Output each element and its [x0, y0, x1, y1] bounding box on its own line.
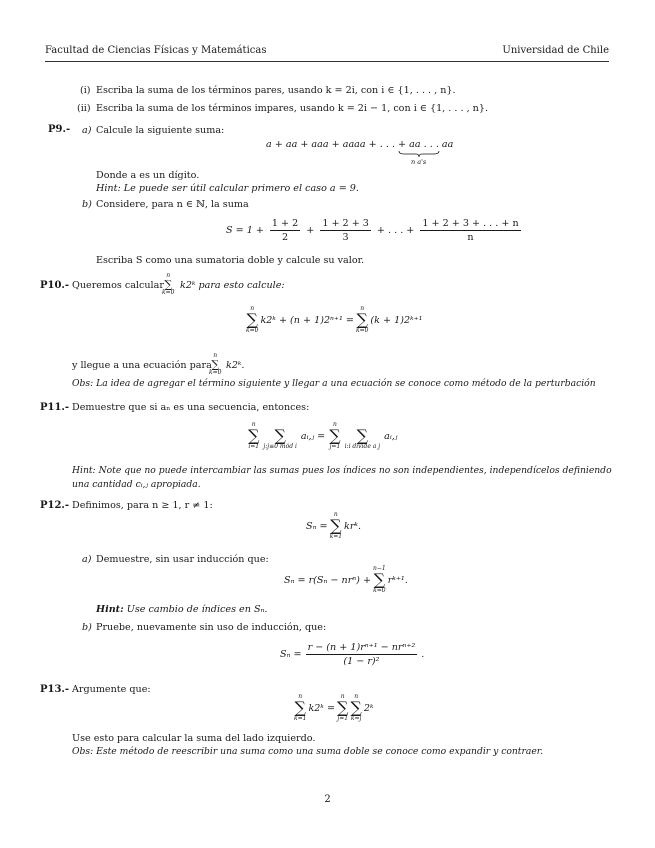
p13-line: Use esto para calcular la suma del lado izquierdo. [72, 733, 316, 744]
sum-top: n−1 [373, 565, 386, 572]
p9b-dots: + . . . + [376, 225, 415, 236]
p12b-left: Sₙ = [280, 649, 302, 660]
frac2-den: 3 [342, 232, 349, 243]
p9-label: P9.- [48, 124, 71, 135]
p11-sum2: ∑ j:j≡0 mód i [263, 426, 297, 450]
sum-bottom: k=0 [355, 327, 369, 334]
p11-sum3: n ∑ j=1 [329, 421, 341, 450]
p9a-marker: a) [82, 125, 92, 136]
p9b-plus1: + [306, 225, 315, 236]
sum-top: n [340, 693, 345, 700]
p13-sum-j: n ∑ j=1 [337, 693, 349, 722]
p12-hint-text: Use cambio de índices en Sₙ. [126, 604, 268, 615]
p10-equation [246, 306, 422, 334]
p12b-frac [306, 642, 418, 667]
sum-top: n [213, 352, 218, 359]
p12a-left: Sₙ = r(Sₙ − nrⁿ) + [284, 574, 372, 586]
p13-intro: Argumente que: [72, 684, 151, 695]
p12-def-sum: n ∑ k=1 [329, 511, 343, 540]
p11-term2: aᵢ,ⱼ [384, 430, 398, 442]
p13-obs: Obs: Este método de reescribir una suma como una suma doble se conoce como expandir y contraer. [72, 746, 544, 757]
p9a-underbrace [398, 150, 440, 158]
p12-intro: Definimos, para n ≥ 1, r ≠ 1: [72, 500, 213, 511]
sum-bottom: j=1 [337, 715, 349, 722]
p9a-hint: Hint: Le puede ser útil calcular primero el caso a = 9. [96, 183, 359, 194]
p11-sum1: n ∑ i=1 [248, 421, 260, 450]
item-ii-text: Escriba la suma de los términos impares, usando k = 2i − 1, con i ∈ {1, . . . , n}. [96, 103, 488, 114]
header-right: Universidad de Chile [502, 45, 609, 56]
sum-bottom: i:i divide a j [344, 443, 381, 450]
p12a-term: rᵏ⁺¹. [387, 574, 408, 586]
item-i-text: Escriba la suma de los términos pares, usando k = 2i, con i ∈ {1, . . . , n}. [96, 85, 456, 96]
p11-hint: Hint: Note que no puede intercambiar las sumas pues los índices no son independientes, independícelos definiendo [72, 465, 612, 476]
p13-sum-left: n ∑ k=1 [294, 693, 307, 722]
frac3-num: 1 + 2 + 3 + . . . + n [422, 218, 519, 229]
sum-bottom: k=1 [329, 533, 343, 540]
p12-def-left: Sₙ = [306, 520, 328, 532]
p9a-brace-label: n a's [411, 158, 427, 166]
p12b-end: . [421, 649, 425, 660]
sum-top: n [250, 305, 255, 312]
p12-definition [306, 512, 361, 540]
p11-hint2: una cantidad cᵢ,ⱼ apropiada. [72, 479, 201, 490]
header-left: Facultad de Ciencias Físicas y Matemáticas [45, 45, 267, 56]
sum-bottom: k=0 [209, 369, 222, 376]
p10-line2-sum: n ∑ k=0 [209, 352, 222, 376]
p9b-text: Considere, para n ∈ ℕ, la suma [96, 199, 249, 210]
frac2-num: 1 + 2 + 3 [322, 218, 369, 229]
sum-bottom: k=0 [373, 587, 386, 594]
sum-top: n [333, 511, 338, 518]
header-rule [45, 61, 609, 62]
p12-hint [96, 604, 267, 615]
p12a-text: Demuestre, sin usar inducción que: [96, 554, 269, 565]
p13-left-term: k2ᵏ = [308, 702, 335, 714]
p9b-frac2 [320, 218, 371, 243]
sum-bottom: i=1 [248, 443, 260, 450]
p9b-after: Escriba S como una sumatoria doble y calcule su valor. [96, 255, 365, 266]
sum-top: n [360, 305, 365, 312]
p10-intro: Queremos calcular [72, 280, 164, 291]
frac1-den: 2 [282, 232, 289, 243]
p9b-formula [226, 218, 523, 243]
p10-line2-after: k2ᵏ. [226, 360, 245, 371]
p13-right-term: 2ᵏ [363, 702, 374, 714]
frac1-num: 1 + 2 [271, 218, 299, 229]
p9b-marker: b) [82, 199, 92, 210]
p9a-text: Calcule la siguiente suma: [96, 125, 225, 136]
p10-intro-sum: n ∑ k=0 [162, 272, 175, 296]
p13-equation [294, 694, 373, 722]
sum-top: n [166, 272, 171, 279]
p10-line2: y llegue a una ecuación para [72, 360, 212, 371]
p12a-marker: a) [82, 554, 92, 565]
p10-sum-left: n ∑ k=0 [246, 305, 259, 334]
p11-equation [248, 422, 397, 450]
p9a-formula: a + aa + aaa + aaaa + . . . + aa . . . aa [266, 139, 454, 150]
sum-bottom: j:j≡0 mód i [263, 443, 297, 450]
sum-bottom: k=0 [162, 289, 175, 296]
p11-term1: aᵢ,ⱼ = [300, 430, 326, 442]
p11-intro: Demuestre que si aₙ es una secuencia, entonces: [72, 402, 310, 413]
sum-top: n [354, 693, 359, 700]
p12b-marker: b) [82, 622, 92, 633]
p10-sum-right: n ∑ k=0 [355, 305, 369, 334]
p9b-frac1 [270, 218, 300, 243]
p10-intro-after: k2ᵏ para esto calcule: [180, 280, 285, 291]
sum-top: n [332, 421, 337, 428]
p9b-frac3 [420, 218, 520, 243]
frac3-den: n [467, 232, 474, 243]
item-i-marker: (i) [80, 85, 91, 96]
p12b-text: Pruebe, nuevamente sin uso de inducción, que: [96, 622, 327, 633]
p12b-equation [280, 642, 424, 667]
sum-bottom: k=j [350, 715, 362, 722]
p12-hint-bold: Hint: [96, 604, 124, 615]
p12a-sum: n−1 ∑ k=0 [373, 565, 386, 594]
p12-label: P12.- [40, 500, 70, 511]
p12-def-term: krᵏ. [344, 520, 361, 532]
p10-obs: Obs: La idea de agregar el término siguiente y llegar a una ecuación se conoce como método de la perturbación [72, 378, 596, 389]
p12b-num: r − (n + 1)rⁿ⁺¹ − nrⁿ⁺² [307, 642, 416, 653]
p11-label: P11.- [40, 402, 70, 413]
sum-bottom: k=0 [246, 327, 259, 334]
sum-bottom: j=1 [329, 443, 341, 450]
sum-top: n [298, 693, 303, 700]
page-number: 2 [324, 794, 331, 805]
p13-label: P13.- [40, 684, 70, 695]
p10-eq-right: (k + 1)2ᵏ⁺¹ [370, 314, 423, 326]
p9a-note: Donde a es un dígito. [96, 170, 200, 181]
p12a-equation [284, 566, 408, 594]
item-ii-marker: (ii) [77, 103, 91, 114]
sum-top: n [251, 421, 256, 428]
p9b-s: S = 1 + [226, 225, 264, 236]
p10-eq-left: k2ᵏ + (n + 1)2ⁿ⁺¹ = [260, 314, 354, 326]
sum-bottom: k=1 [294, 715, 307, 722]
p13-sum-k: n ∑ k=j [350, 693, 362, 722]
p11-sum4: ∑ i:i divide a j [344, 426, 381, 450]
p10-label: P10.- [40, 280, 70, 291]
p12b-den: (1 − r)² [343, 656, 380, 667]
